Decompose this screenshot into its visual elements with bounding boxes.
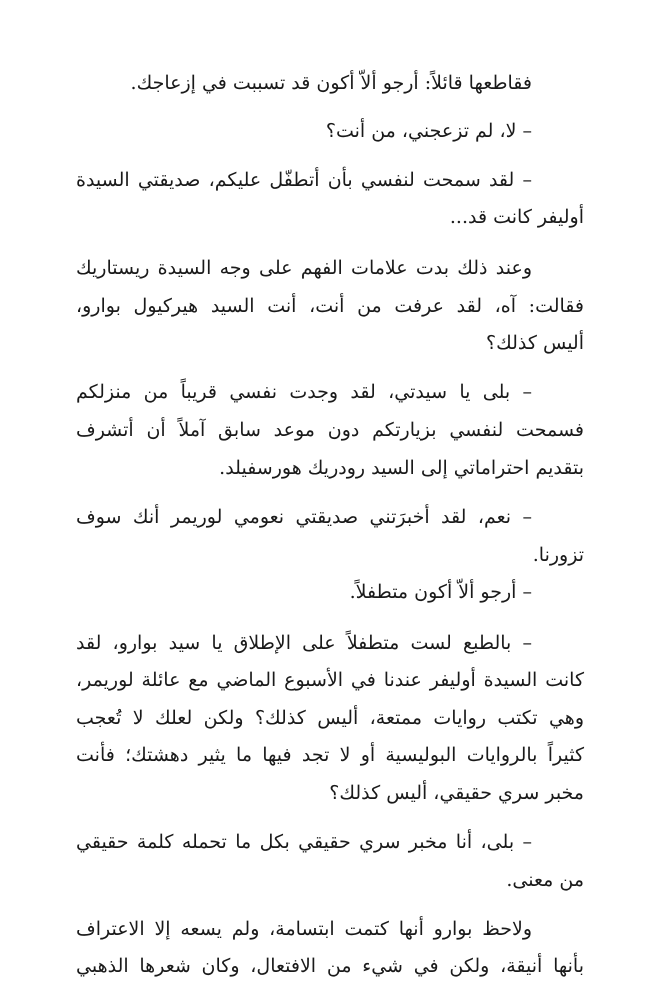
text-line-15: كانت السيدة أوليفر عندنا في الأسبوع الماضي مع عائلة لوريمر، (76, 669, 584, 691)
text-line-20: من معنى. (506, 869, 584, 891)
text-line-8: – بلى يا سيدتي، لقد وجدت نفسي قريباً من منزلكم (76, 381, 532, 403)
text-line-4: أوليفر كانت قد... (449, 206, 584, 228)
text-line-7: أليس كذلك؟ (486, 332, 584, 354)
text-line-13: – أرجو ألاّ أكون متطفلاً. (349, 581, 532, 603)
text-line-2: – لا، لم تزعجني، من أنت؟ (325, 120, 532, 142)
text-line-18: مخبر سري حقيقي، أليس كذلك؟ (329, 782, 584, 804)
text-line-16: وهي تكتب روايات ممتعة، أليس كذلك؟ ولكن لعلك لا تُعجب (76, 707, 584, 729)
text-line-6: فقالت: آه، لقد عرفت من أنت، أنت السيد هيركيول بوارو، (76, 295, 584, 317)
text-line-14: – بالطبع لست متطفلاً على الإطلاق يا سيد بوارو، لقد (76, 632, 532, 654)
text-line-19: – بلى، أنا مخبر سري حقيقي بكل ما تحمله كلمة حقيقي (76, 831, 532, 853)
text-line-17: كثيراً بالروايات البوليسية أو لا تجد فيها ما يثير دهشتك؛ فأنت (76, 744, 584, 766)
text-line-10: بتقديم احتراماتي إلى السيد رودريك هورسفيلد. (219, 457, 584, 479)
text-line-5: وعند ذلك بدت علامات الفهم على وجه السيدة ريستاريك (76, 257, 532, 279)
text-line-9: فسمحت لنفسي بزيارتكم دون موعد سابق آملاً أن أتشرف (76, 419, 584, 441)
text-line-22: بأنها أنيقة، ولكن في شيء من الافتعال، وكان شعرها الذهبي (76, 955, 584, 977)
text-line-1: فقاطعها قائلاً: أرجو ألاّ أكون قد تسببت في إزعاجك. (130, 72, 532, 94)
text-line-3: – لقد سمحت لنفسي بأن أتطفّل عليكم، صديقتي السيدة (76, 169, 532, 191)
text-line-12: تزورنا. (532, 544, 584, 566)
text-line-11: – نعم، لقد أخبرَتني صديقتي نعومي لوريمر أنك سوف (76, 506, 532, 528)
text-line-21: ولاحظ بوارو أنها كتمت ابتسامة، ولم يسعه إلا الاعتراف (76, 918, 532, 940)
